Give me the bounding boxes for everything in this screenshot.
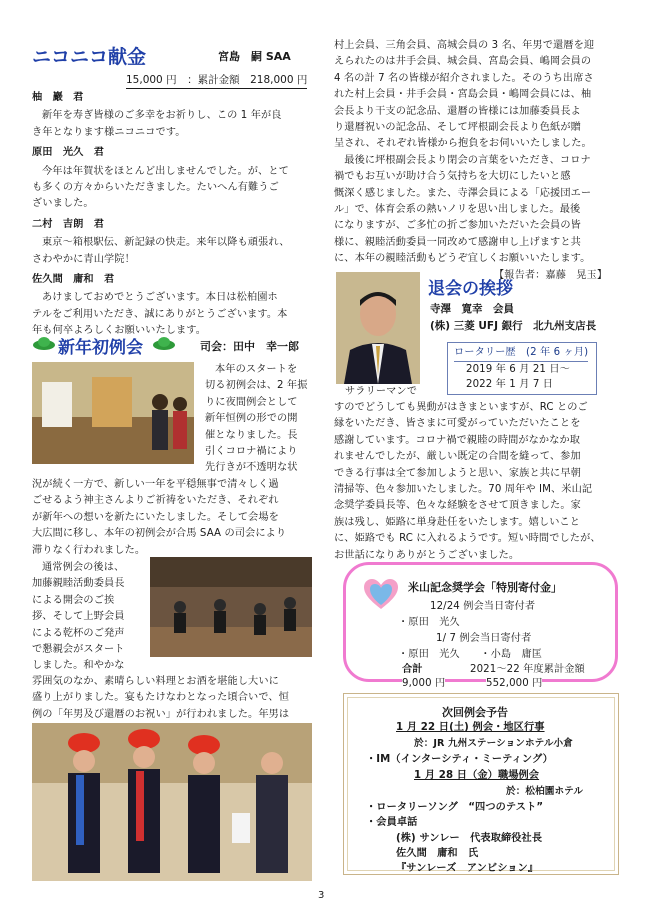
nikoniko-amount: 15,000 円 ：累計金額 218,000 円 (126, 72, 307, 89)
entry-name: 原田 光久 君 (32, 147, 105, 159)
schedule-item1-loc: 於：JR 九州ステーションホテル小倉 (414, 738, 573, 749)
entry-text: テルをご利用いただき、誠にありがとうございます。本 (32, 308, 288, 320)
entry-text: ざいました。 (32, 198, 94, 210)
nikoniko-entries (32, 90, 310, 340)
speaker-company: (株) サンレー 代表取締役社長 (396, 833, 543, 844)
schedule-box (343, 693, 619, 875)
reporter: 【報告者：嘉藤 晃玉】 (494, 270, 608, 281)
history-to: 2022 年 1 月 7 日 (466, 379, 554, 390)
speech-title: 『サンレーズ アンビション』 (396, 863, 539, 874)
retire-name: 寺澤 寛幸 会員 (430, 303, 514, 315)
banquet-photo (150, 557, 312, 657)
reikai-full-text-2: 雰囲気のなか、素晴らしい料理とお酒を堪能し大いに 盛り上がりました。宴もたけなわとなった頃合いで、恒 例の「年男及び還暦のお祝い」が行われました。年男は (32, 676, 290, 720)
retire-company: (株) 三菱 UFJ 銀行 北九州支店長 (430, 320, 597, 332)
schedule-item1: 1 月 22 日(土) 例会・地区行事 (396, 722, 545, 733)
entry-text: 今年は年賀状をほとんど出しませんでした。が、とて (42, 165, 289, 177)
entry-text: き年となります様ニコニコです。 (32, 126, 186, 138)
entry-text: さわやかに青山学院！ (32, 253, 135, 265)
schedule-item2: ・IM（インターシティ・ミーティング） (366, 754, 553, 765)
leaf-icon (152, 336, 176, 352)
report-continued: 村上会員、三角会員、高城会員の 3 名、年男で還暦を迎 えられたのは井手会員、城会員、宮島会員、嶋岡会員の 4 名の計 7 名の皆様が紹介されました。そのうち出席さ れた村上会員・井手会員・宮島会員・嶋岡会員には、柚 会長より干支の記念品、還暦の皆様には加藤委員長よ り還暦祝いの記念品、そして坪根副会長より色紙が贈 呈され、それぞれ皆様から抱負をお伺いいたしました。 最後に坪根副会長より閉会の言葉をいただき、コロナ 禍でもお互いが助け合う気持ちを大切にしたいと感 慨深く感じました。また、寺澤会員による「応援団エー ル」で、体育会系の熱いノリを思い出しました。最後 になりますが、ご多忙の折ご参加いただいた会員の皆 様に、親睦活動委員一同改めて感謝申し上げますと共 に、本年の親睦活動もどうぞ宜しくお願いいたします。 (334, 40, 595, 265)
retire-title: 退会の挨拶 (428, 279, 513, 299)
entry-text: も多くの方々からいただきました。たいへん有難うご (32, 182, 279, 194)
reikai-side-text: 本年のスタートを 切る初例会は、2 年振 りに夜間例会として 新年恒例の形での開 催となりました。長 引くコロナ禍により 先行きが不透明な状 (205, 364, 308, 474)
donation-date2: 1/ 7 例会当日寄付者 (436, 633, 532, 644)
retire-body: すのでどうしても異動がはきまといますが、RC とのご 縁をいただき、皆さまに可愛がっていただいたことを 感謝しています。コロナ禍で親睦の時間がなかなか取 れませんでしたが、厳しい既定の合間を縫って、参加 できる行事は全て参加しようと思い、家族と共に早朝 清掃等、色々参加いたしました。70 周年や IM、米山記 念奨学委員長等、色々な経験をさせて頂きました。家 族は残し、姫路に単身赴任をいたします。嬉しいこと に、姫路でも RC に入れるようです。短い時間でしたが、 お世話になりありがとうございました。 (334, 402, 601, 561)
donation-date1: 12/24 例会当日寄付者 (430, 601, 536, 612)
schedule-item3-loc: 於：松柏園ホテル (506, 786, 584, 797)
entry-text: 東京～箱根駅伝、新記録の快走。来年以降も頑張れ、 (42, 237, 290, 249)
history-box (447, 342, 597, 395)
entry-text: あけましておめでとうございます。本日は松柏園ホ (42, 292, 278, 304)
donation-cumulative: 552,000 円 (486, 676, 542, 692)
donation-total-mid: 2021～22 年度累計金額 (470, 664, 585, 675)
heart-icon (364, 579, 398, 611)
nikoniko-author: 宮島 嗣 SAA (218, 50, 291, 63)
celebration-photo (32, 723, 312, 881)
leaf-icon (32, 336, 56, 352)
entry-name: 柚 巖 君 (32, 92, 84, 103)
donation-total-label: 合計 (402, 664, 423, 675)
donation-title: 米山記念奨学会「特別寄付金」 (408, 581, 562, 594)
donation-donor1: ・原田 光久 (398, 617, 460, 628)
history-from: 2019 年 6 月 21 日～ (466, 364, 570, 375)
reikai-title: 新年初例会 (58, 338, 143, 358)
speaker-name: 佐久間 庸和 氏 (396, 848, 479, 859)
entry-name: 二村 吉朗 君 (32, 218, 105, 230)
nikoniko-title: ニコニコ献金 (32, 46, 147, 68)
schedule-title: 次回例会予告 (442, 706, 508, 719)
donation-donor2: ・原田 光久 ・小島 庸匡 (398, 649, 543, 660)
donation-box (343, 562, 618, 689)
reikai-moderator: 司会：田中 幸一郎 (200, 340, 299, 353)
entry-text: 新年を寿ぎ皆様のご多幸をお祈りし、この 1 年が良 (42, 110, 282, 122)
page-number: 3 (318, 890, 325, 901)
portrait-photo (336, 272, 420, 384)
retire-side-text: サラリーマンで (345, 386, 418, 397)
reikai-side-text-2: 通常例会の後は、 加藤親睦活動委員長 による開会のご挨 拶、そして上野会員 による乾杯のご発声 で懇親会がスタート しました。和やかな (32, 562, 125, 672)
schedule-item4: ・ロータリーソング “四つのテスト” (366, 802, 544, 813)
ceremony-photo (32, 362, 194, 464)
schedule-item3: 1 月 28 日（金）職場例会 (414, 770, 540, 781)
reikai-full-text: 況が続く一方で、新しい一年を平穏無事で清々しく過 ごせるよう神主さんよりご祈祷をいただき、それぞれ が新年への想いを新たにいたしました。そして会場を 大広間に移し、本年の初例会が合馬 SAA の司会により 滞りなく行われました。 (32, 479, 287, 556)
schedule-item5: ・会員卓話 (366, 817, 418, 828)
history-title: ロータリー歴 (2 年 6 ヶ月) (454, 345, 588, 362)
donation-amount: 9,000 円 (402, 676, 445, 692)
entry-text: 年も何卒よろしくお願いいたします。 (32, 325, 207, 337)
entry-name: 佐久間 庸和 君 (32, 274, 115, 286)
